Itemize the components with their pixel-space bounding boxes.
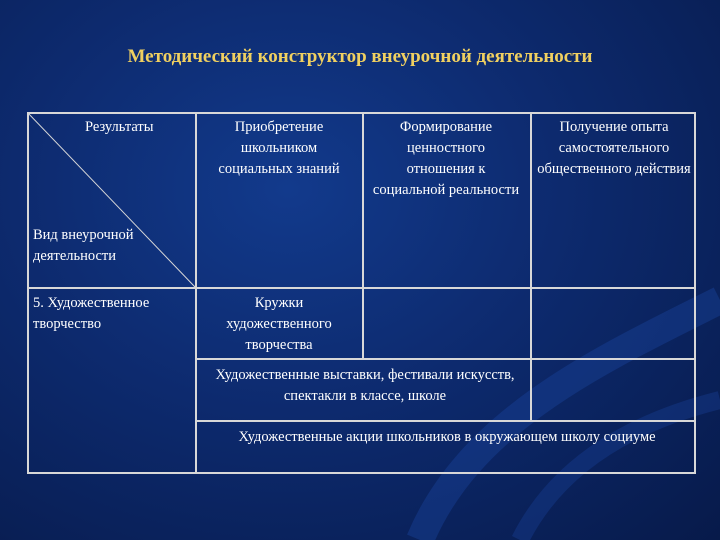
header-kind-label: Вид внеурочной деятельности	[33, 227, 134, 264]
table-line-col2	[362, 112, 364, 360]
row-level2-cell: Художественные выставки, фестивали искусств, спектакли в классе, школе	[215, 367, 515, 404]
header-col1: Приобретение школьником социальных знаний	[218, 119, 340, 177]
row-activity-label: 5. Художественное творчество	[33, 295, 150, 332]
table-line-col3	[530, 112, 532, 422]
header-results-label: Результаты	[85, 119, 154, 135]
table-border-right	[694, 112, 696, 474]
table-border-bottom	[27, 472, 696, 474]
row-level1-cell: Кружки художественного творчества	[226, 295, 332, 353]
header-col2: Формирование ценностного отношения к социальной реальности	[372, 119, 520, 198]
row-level3-cell: Художественные акции школьников в окружающем школу социуме	[238, 429, 656, 445]
slide-title: Методический конструктор внеурочной деятельности	[127, 46, 593, 67]
table-line-row3	[195, 420, 696, 422]
table-line-row2	[195, 358, 696, 360]
header-col3: Получение опыта самостоятельного общественного действия	[537, 119, 691, 177]
